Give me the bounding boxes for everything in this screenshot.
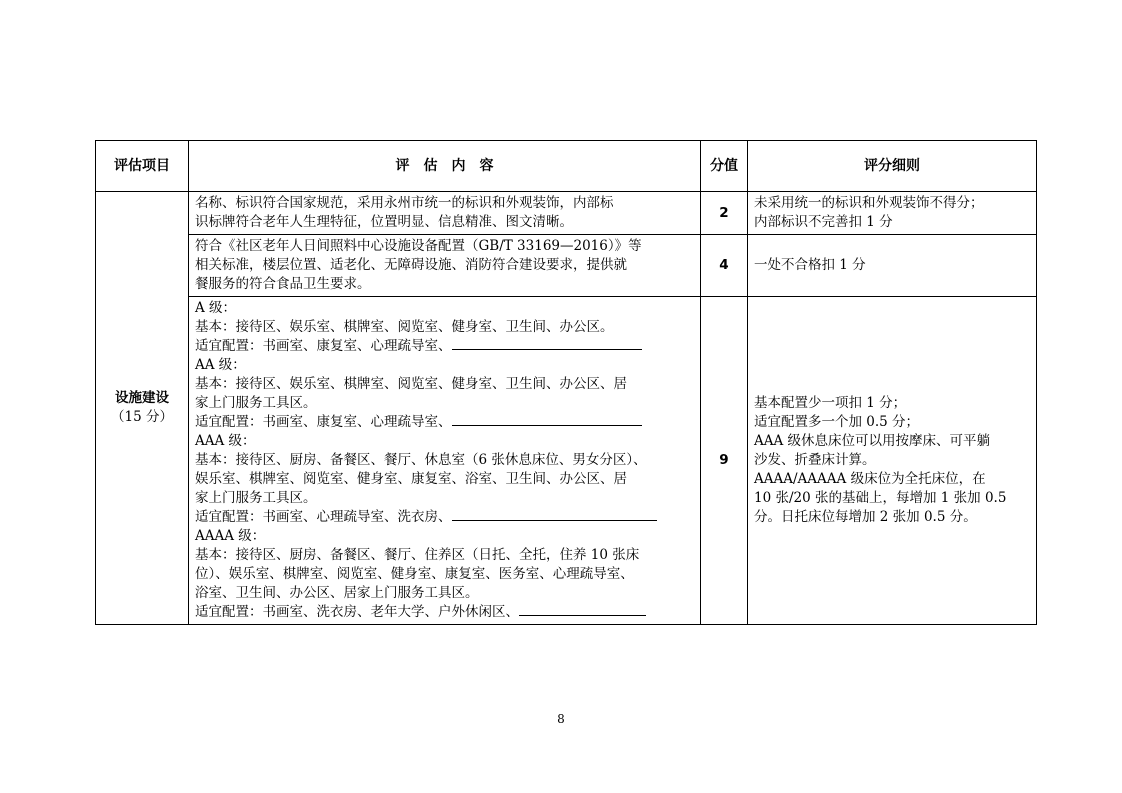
content-cell <box>189 235 701 297</box>
rule-line: 适宜配置多一个加 0.5 分； <box>754 414 920 430</box>
optional-text: 适宜配置：书画室、康复室、心理疏导室、 <box>195 414 452 430</box>
rules-cell <box>748 192 1037 235</box>
content-line: 基本：接待区、厨房、备餐区、餐厅、休息室（6 张休息床位、男女分区）、 <box>195 452 647 468</box>
rule-line: 分。日托床位每增加 2 张加 0.5 分。 <box>754 509 977 525</box>
table-row <box>96 192 1037 235</box>
content-line: 家上门服务工具区。 <box>195 490 317 506</box>
section-cell <box>96 192 189 625</box>
fill-in-blank <box>519 603 646 616</box>
fill-in-blank <box>452 508 657 521</box>
evaluation-table <box>95 140 1037 625</box>
rule-line: 内部标识不完善扣 1 分 <box>754 214 893 230</box>
rule-line: 10 张/20 张的基础上，每增加 1 张加 0.5 <box>754 490 1007 506</box>
rule-line: 未采用统一的标识和外观装饰不得分； <box>754 195 984 211</box>
rule-line: 基本配置少一项扣 1 分； <box>754 395 907 411</box>
content-line: 娱乐室、棋牌室、阅览室、健身室、康复室、浴室、卫生间、办公区、居 <box>195 471 627 487</box>
header-rules: 评分细则 <box>748 141 1037 192</box>
content-cell <box>189 192 701 235</box>
optional-line <box>195 337 694 356</box>
content-line: 家上门服务工具区。 <box>195 395 317 411</box>
rules-cell <box>748 297 1037 625</box>
content-line: 位）、娱乐室、棋牌室、阅览室、健身室、康复室、医务室、心理疏导室、 <box>195 566 634 582</box>
rule-line: 一处不合格扣 1 分 <box>754 257 866 273</box>
table-header-row <box>96 141 1037 192</box>
content-line: 基本：接待区、娱乐室、棋牌室、阅览室、健身室、卫生间、办公区、居 <box>195 376 627 392</box>
optional-text: 适宜配置：书画室、洗衣房、老年大学、户外休闲区、 <box>195 604 519 620</box>
content-line: 餐服务的符合食品卫生要求。 <box>195 276 371 292</box>
content-line: 基本：接待区、厨房、备餐区、餐厅、住养区（日托、全托，住养 10 张床 <box>195 547 640 563</box>
content-line: 符合《社区老年人日间照料中心设施设备配置（GB/T 33169—2016）》等 <box>195 238 642 254</box>
content-line: 相关标准，楼层位置、适老化、无障碍设施、消防符合建设要求，提供就 <box>195 257 627 273</box>
level-title: AA 级： <box>195 357 246 373</box>
content-cell <box>189 297 701 625</box>
page-number: 8 <box>557 712 565 726</box>
rule-line: AAAA/AAAAA 级床位为全托床位，在 <box>754 471 986 487</box>
header-content: 评 估 内 容 <box>189 141 701 192</box>
score-cell: 4 <box>701 235 748 297</box>
table-row <box>96 297 1037 625</box>
optional-line <box>195 603 694 622</box>
optional-text: 适宜配置：书画室、康复室、心理疏导室、 <box>195 338 452 354</box>
content-line: 浴室、卫生间、办公区、居家上门服务工具区。 <box>195 585 479 601</box>
section-points: （15 分） <box>111 409 173 425</box>
fill-in-blank <box>452 337 642 350</box>
score-cell: 9 <box>701 297 748 625</box>
optional-line <box>195 508 694 527</box>
score-cell: 2 <box>701 192 748 235</box>
content-line: 基本：接待区、娱乐室、棋牌室、阅览室、健身室、卫生间、办公区。 <box>195 319 614 335</box>
section-name: 设施建设 <box>115 390 169 406</box>
rules-cell <box>748 235 1037 297</box>
table-row <box>96 235 1037 297</box>
header-score: 分值 <box>701 141 748 192</box>
rule-line: AAA 级休息床位可以用按摩床、可平躺 <box>754 433 991 449</box>
optional-text: 适宜配置：书画室、心理疏导室、洗衣房、 <box>195 509 452 525</box>
optional-line <box>195 413 694 432</box>
header-item: 评估项目 <box>96 141 189 192</box>
content-line: 名称、标识符合国家规范，采用永州市统一的标识和外观装饰，内部标 <box>195 195 614 211</box>
level-title: AAA 级： <box>195 433 256 449</box>
rule-line: 沙发、折叠床计算。 <box>754 452 876 468</box>
fill-in-blank <box>452 413 642 426</box>
content-line: 识标牌符合老年人生理特征，位置明显、信息精准、图文清晰。 <box>195 214 573 230</box>
level-title: A 级： <box>195 300 237 316</box>
level-title: AAAA 级： <box>195 528 266 544</box>
